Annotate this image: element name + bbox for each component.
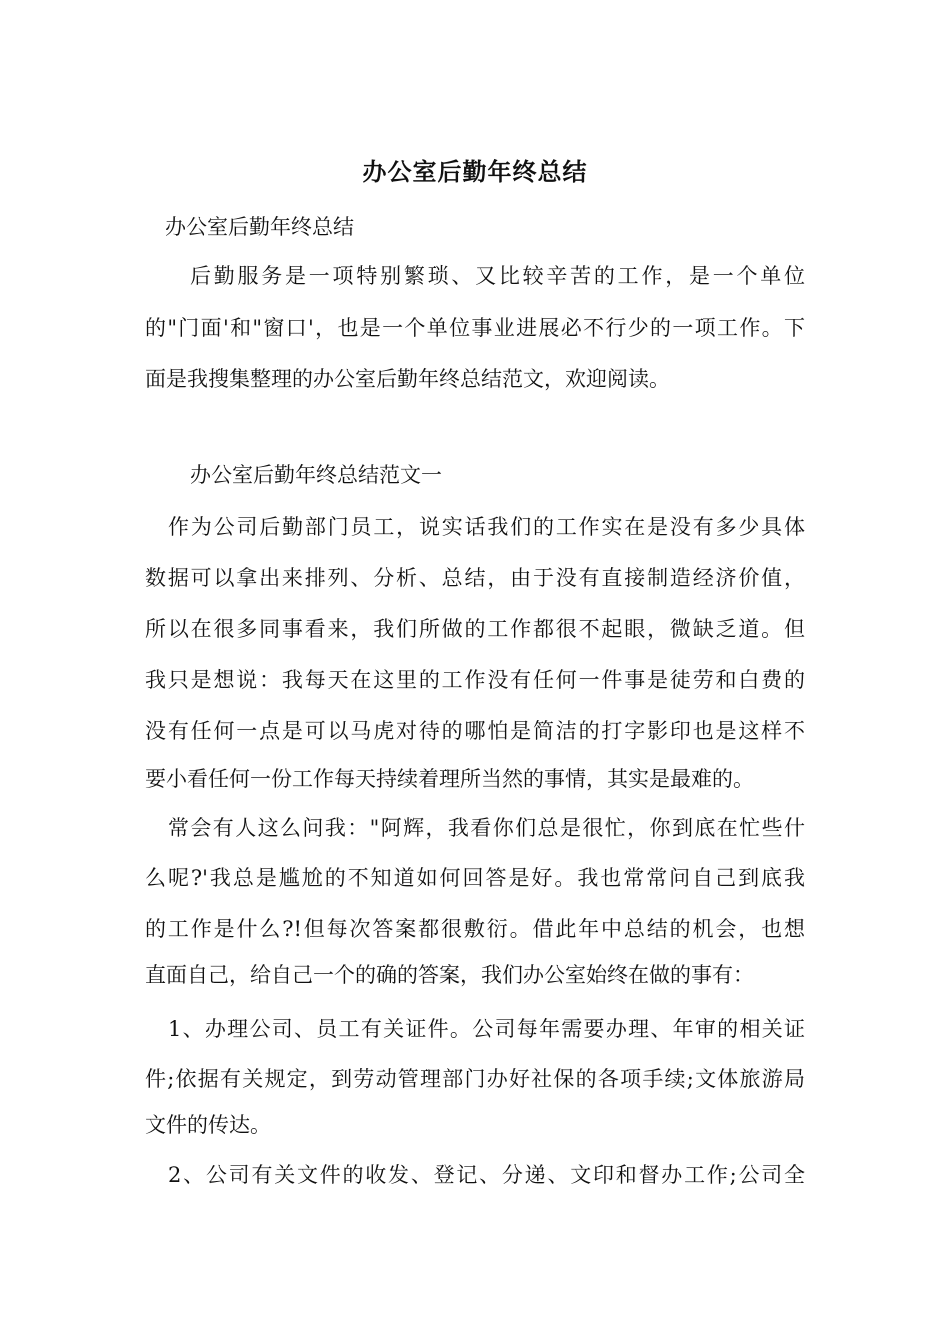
list-item-line: 1、办理公司、员工有关证件。公司每年需要办理、年审的相关证 xyxy=(168,1017,805,1041)
list-item-line: 件;依据有关规定，到劳动管理部门办好社保的各项手续;文体旅游局 xyxy=(145,1067,805,1091)
paragraph-line: 直面自己，给自己一个的确的答案，我们办公室始终在做的事有： xyxy=(145,963,754,987)
section-heading: 办公室后勤年终总结范文一 xyxy=(190,463,442,487)
paragraph-line: 的工作是什么?!但每次答案都很敷衍。借此年中总结的机会，也想 xyxy=(145,917,805,941)
document-title: 办公室后勤年终总结 xyxy=(362,157,588,186)
paragraph-line: 么呢?'我总是尴尬的不知道如何回答是好。我也常常问自己到底我 xyxy=(145,866,805,890)
paragraph-line: 所以在很多同事看来，我们所做的工作都很不起眼，微缺乏道。但 xyxy=(145,617,805,641)
paragraph-line: 的"门面'和"窗口'，也是一个单位事业进展必不行少的一项工作。下 xyxy=(145,316,805,340)
list-item-line: 文件的传达。 xyxy=(145,1113,271,1137)
paragraph-line: 数据可以拿出来排列、分析、总结，由于没有直接制造经济价值， xyxy=(145,566,805,590)
paragraph-line: 面是我搜集整理的办公室后勤年终总结范文，欢迎阅读。 xyxy=(145,367,670,391)
list-item-line: 2、公司有关文件的收发、登记、分递、文印和督办工作;公司全 xyxy=(168,1163,805,1187)
paragraph-line: 后勤服务是一项特别繁琐、又比较辛苦的工作，是一个单位 xyxy=(190,264,805,288)
paragraph-line: 没有任何一点是可以马虎对待的哪怕是简洁的打字影印也是这样不 xyxy=(145,719,805,743)
paragraph-line: 我只是想说：我每天在这里的工作没有任何一件事是徒劳和白费的 xyxy=(145,668,805,692)
subtitle-line: 办公室后勤年终总结 xyxy=(165,215,354,239)
paragraph-line: 作为公司后勤部门员工，说实话我们的工作实在是没有多少具体 xyxy=(168,515,805,539)
paragraph-line: 要小看任何一份工作每天持续着理所当然的事情，其实是最难的。 xyxy=(145,767,754,791)
paragraph-line: 常会有人这么问我："阿辉，我看你们总是很忙，你到底在忙些什 xyxy=(168,816,805,840)
